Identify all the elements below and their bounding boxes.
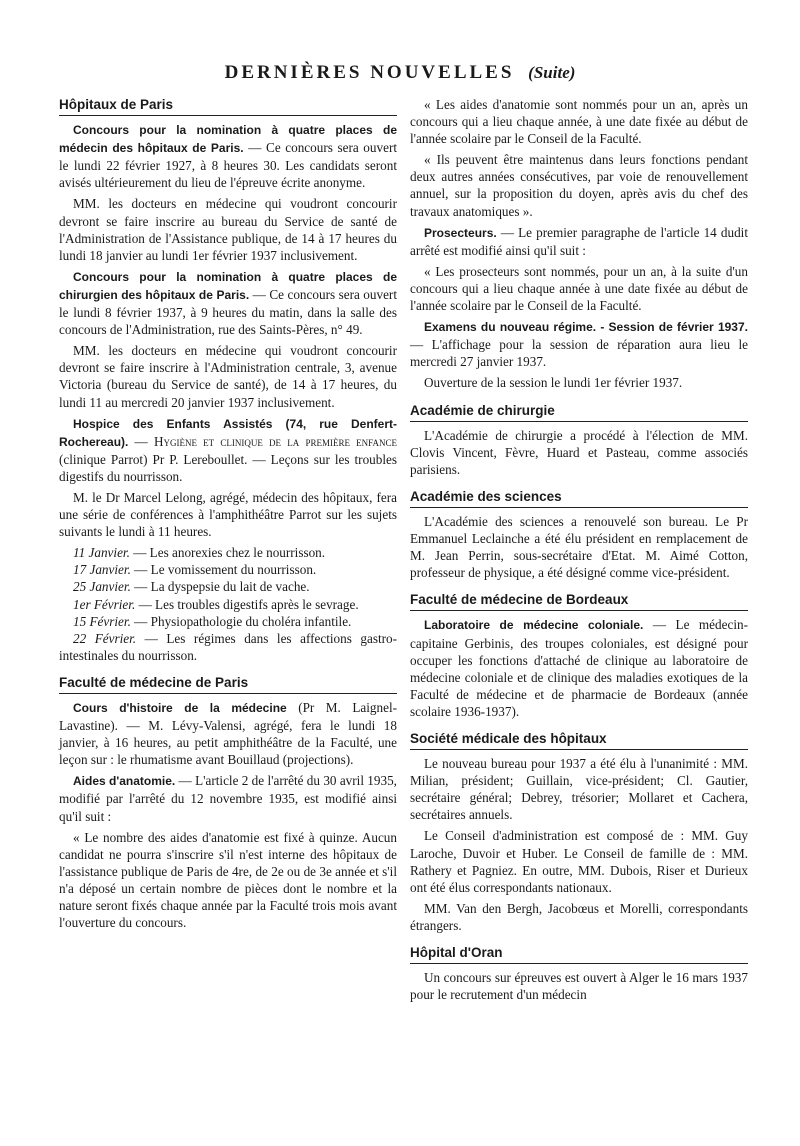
societe-medicale-p2: Le Conseil d'administration est composé de : MM. Guy Laroche, Duvoir et Huber. Le Conseil de famille de : MM. Rathery et Pagniez. En outre, MM. Dubois, Riser et Durieux ont été élus correspondants nationaux.: [410, 828, 748, 895]
prosecteurs-quote: « Les prosecteurs sont nommés, pour un an, à la suite d'un concours qui a lieu chaque année à une date fixée au début de l'année scolaire par le Conseil de la Faculté.: [410, 263, 748, 314]
academie-sciences-text: L'Académie des sciences a renouvelé son bureau. Le Pr Emmanuel Leclainche a été élu président en remplacement de M. Jean Perrin, sous-secrétaire d'Etat. M. Aimé Cotton, professeur de physique, a été désigné comme vice-président.: [410, 513, 748, 581]
concours-chirurgien-text: — Ce concours sera ouvert le lundi 8 février 1937, à 9 heures du matin, dans la salle des concours de l'Administration, rue des Saints-Pères, n° 49.: [59, 286, 397, 338]
concours-medecin-lead: Concours pour la nomination à quatre places de médecin des hôpitaux de Paris.: [59, 123, 397, 156]
schedule-topic: — Le vomissement du nourrisson.: [130, 562, 317, 578]
page-title: [0, 62, 800, 84]
hospice-text-a: —: [128, 433, 154, 449]
section-heading-hopital-oran: Hôpital d'Oran: [410, 944, 748, 964]
section-heading-societe-medicale: Société médicale des hôpitaux: [410, 730, 748, 750]
prosecteurs-lead: Prosecteurs.: [424, 225, 497, 240]
hospice-p2: M. le Dr Marcel Lelong, agrégé, médecin des hôpitaux, fera une série de conférences à l'amphithéâtre Parrot sur les sujets suivants le lundi à 11 heures.: [59, 489, 397, 540]
section-heading-academie-sciences: Académie des sciences: [410, 488, 748, 508]
schedule-date: 22 Février.: [73, 630, 137, 646]
concours-medecin-text: — Ce concours sera ouvert le lundi 22 février 1927, à 8 heures 30. Les candidats seront avisés ultérieurement du lieu de l'épreuve écrite anonyme.: [59, 140, 397, 191]
hospice-text-b: (clinique Parrot) Pr P. Lereboullet. — Leçons sur les troubles digestifs du nourrisson.: [59, 451, 397, 484]
schedule-item: [59, 544, 397, 561]
concours-chirurgien-p2: MM. les docteurs en médecine qui voudront concourir devront se faire inscrire à l'Administration centrale, 3, avenue Victoria (bureau du Service de santé), de 14 à 17 heures, du lundi 11 au mercredi 20 janvier 1937 inclusivement.: [59, 343, 397, 410]
schedule-date: 17 Janvier.: [73, 562, 131, 578]
aides-anatomie-quote-2: « Les aides d'anatomie sont nommés pour un an, après un concours qui a lieu chaque année, à une date fixée au début de l'année scolaire par le Conseil de la Faculté.: [410, 97, 748, 147]
schedule-topic: — Les troubles digestifs après le sevrage.: [135, 596, 359, 612]
section-heading-academie-chirurgie: Académie de chirurgie: [410, 402, 748, 422]
left-column: [59, 96, 397, 935]
schedule-item: [59, 578, 397, 595]
aides-anatomie-quote: « Le nombre des aides d'anatomie est fixé à quinze. Aucun candidat ne pourra s'inscrire s'il n'est interne des hôpitaux de l'assistance publique de Paris de 4re, de 2e ou de 3e année et s'il n'a déposé un certain nombre de pièces dont le nombre et la nature seront fixés chaque année par la Faculté trois mois avant l'ouverture du concours.: [59, 829, 397, 931]
section-heading-hopitaux-paris: Hôpitaux de Paris: [59, 96, 397, 116]
aides-anatomie-quote-3: « Ils peuvent être maintenus dans leurs fonctions pendant deux autres années consécutives, par voie de renouvellement annuel, sur la proposition du doyen, après avis du chef des travaux anatomiques ».: [410, 152, 748, 219]
societe-medicale-p1: Le nouveau bureau pour 1937 a été élu à l'unanimité : MM. Milian, président; Guillain, vice-président; Cl. Gautier, secrétaire général; Debrey, trésorier; Mollaret et Cachera, secrétaires annuels.: [410, 756, 748, 823]
schedule-date: 1er Février.: [73, 596, 136, 612]
section-heading-faculte-paris: Faculté de médecine de Paris: [59, 674, 397, 694]
cours-histoire-text: (Pr M. Laignel-Lavastine). — M. Lévy-Valensi, agrégé, fera le lundi 18 janvier, à 16 heures, au petit amphithéâtre de la Faculté, une leçon sur : le rhumatisme avant Bouillaud (projections).: [59, 700, 397, 768]
hospice-lead: Hospice des Enfants Assistés (74, rue Denfert-Rochereau).: [59, 416, 397, 449]
concours-medecin-p2: MM. les docteurs en médecine qui voudront concourir devront se faire inscrire au bureau du Service de santé de l'Administration de l'Assistance publique, de 14 à 17 heures du lundi 18 janvier au lundi 1er février 1937 inclusivement.: [59, 196, 397, 263]
right-column: [410, 96, 748, 1007]
page-title-main: DERNIÈRES NOUVELLES: [224, 62, 515, 83]
concours-chirurgien-lead: Concours pour la nomination à quatre places de chirurgien des hôpitaux de Paris.: [59, 269, 397, 302]
schedule-date: 25 Janvier.: [73, 579, 131, 595]
examens-text: — L'affichage pour la session de réparation aura lieu le mercredi 27 janvier 1937.: [410, 337, 748, 370]
schedule-item: [59, 630, 397, 664]
schedule-topic: — Les anorexies chez le nourrisson.: [129, 545, 326, 561]
conference-schedule: [59, 544, 397, 664]
schedule-date: 15 Février.: [73, 613, 131, 629]
bordeaux-lead: Laboratoire de médecine coloniale.: [424, 618, 644, 633]
schedule-item: [59, 613, 397, 630]
aides-anatomie-lead: Aides d'anatomie.: [73, 774, 176, 789]
prosecteurs-text: — Le premier paragraphe de l'article 14 dudit arrêté est modifié ainsi qu'il suit :: [410, 224, 748, 258]
societe-medicale-p3: MM. Van den Bergh, Jacobœus et Morelli, correspondants étrangers.: [410, 900, 748, 933]
schedule-topic: — Physiopathologie du choléra infantile.: [130, 613, 352, 629]
academie-chirurgie-text: L'Académie de chirurgie a procédé à l'élection de MM. Clovis Vincent, Fèvre, Huard et Pasteau, comme associés parisiens.: [410, 427, 748, 477]
aides-anatomie-text: — L'article 2 de l'arrêté du 30 avril 1935, modifié par l'arrêté du 12 novembre 1935, est modifié ainsi qu'il suit :: [59, 773, 397, 824]
ouverture-session: Ouverture de la session le lundi 1er février 1937.: [424, 375, 683, 391]
schedule-topic: — Les régimes dans les affections gastro-intestinales du nourrisson.: [59, 630, 397, 663]
schedule-date: 11 Janvier.: [73, 545, 130, 561]
schedule-item: [59, 561, 397, 578]
section-heading-faculte-bordeaux: Faculté de médecine de Bordeaux: [410, 591, 748, 611]
page-title-suffix: (Suite): [528, 63, 576, 82]
cours-histoire-lead: Cours d'histoire de la médecine: [73, 701, 287, 715]
schedule-topic: — La dyspepsie du lait de vache.: [130, 579, 310, 595]
bordeaux-text: — Le médecin-capitaine Gerbinis, des troupes coloniales, est désigné pour occuper les fonctions d'attaché de clinique au laboratoire de médecine coloniale et de clinique des maladies exotiques de la Faculté de médecine et de pharmacie de Bordeaux (année scolaire 1936-1937).: [410, 617, 748, 719]
hospice-smallcaps: Hygiène et clinique de la première enfance: [153, 433, 397, 449]
hopital-oran-text: Un concours sur épreuves est ouvert à Alger le 16 mars 1937 pour le recrutement d'un médecin: [410, 970, 748, 1003]
examens-lead: Examens du nouveau régime. - Session de février 1937.: [424, 320, 748, 335]
schedule-item: [59, 596, 397, 613]
